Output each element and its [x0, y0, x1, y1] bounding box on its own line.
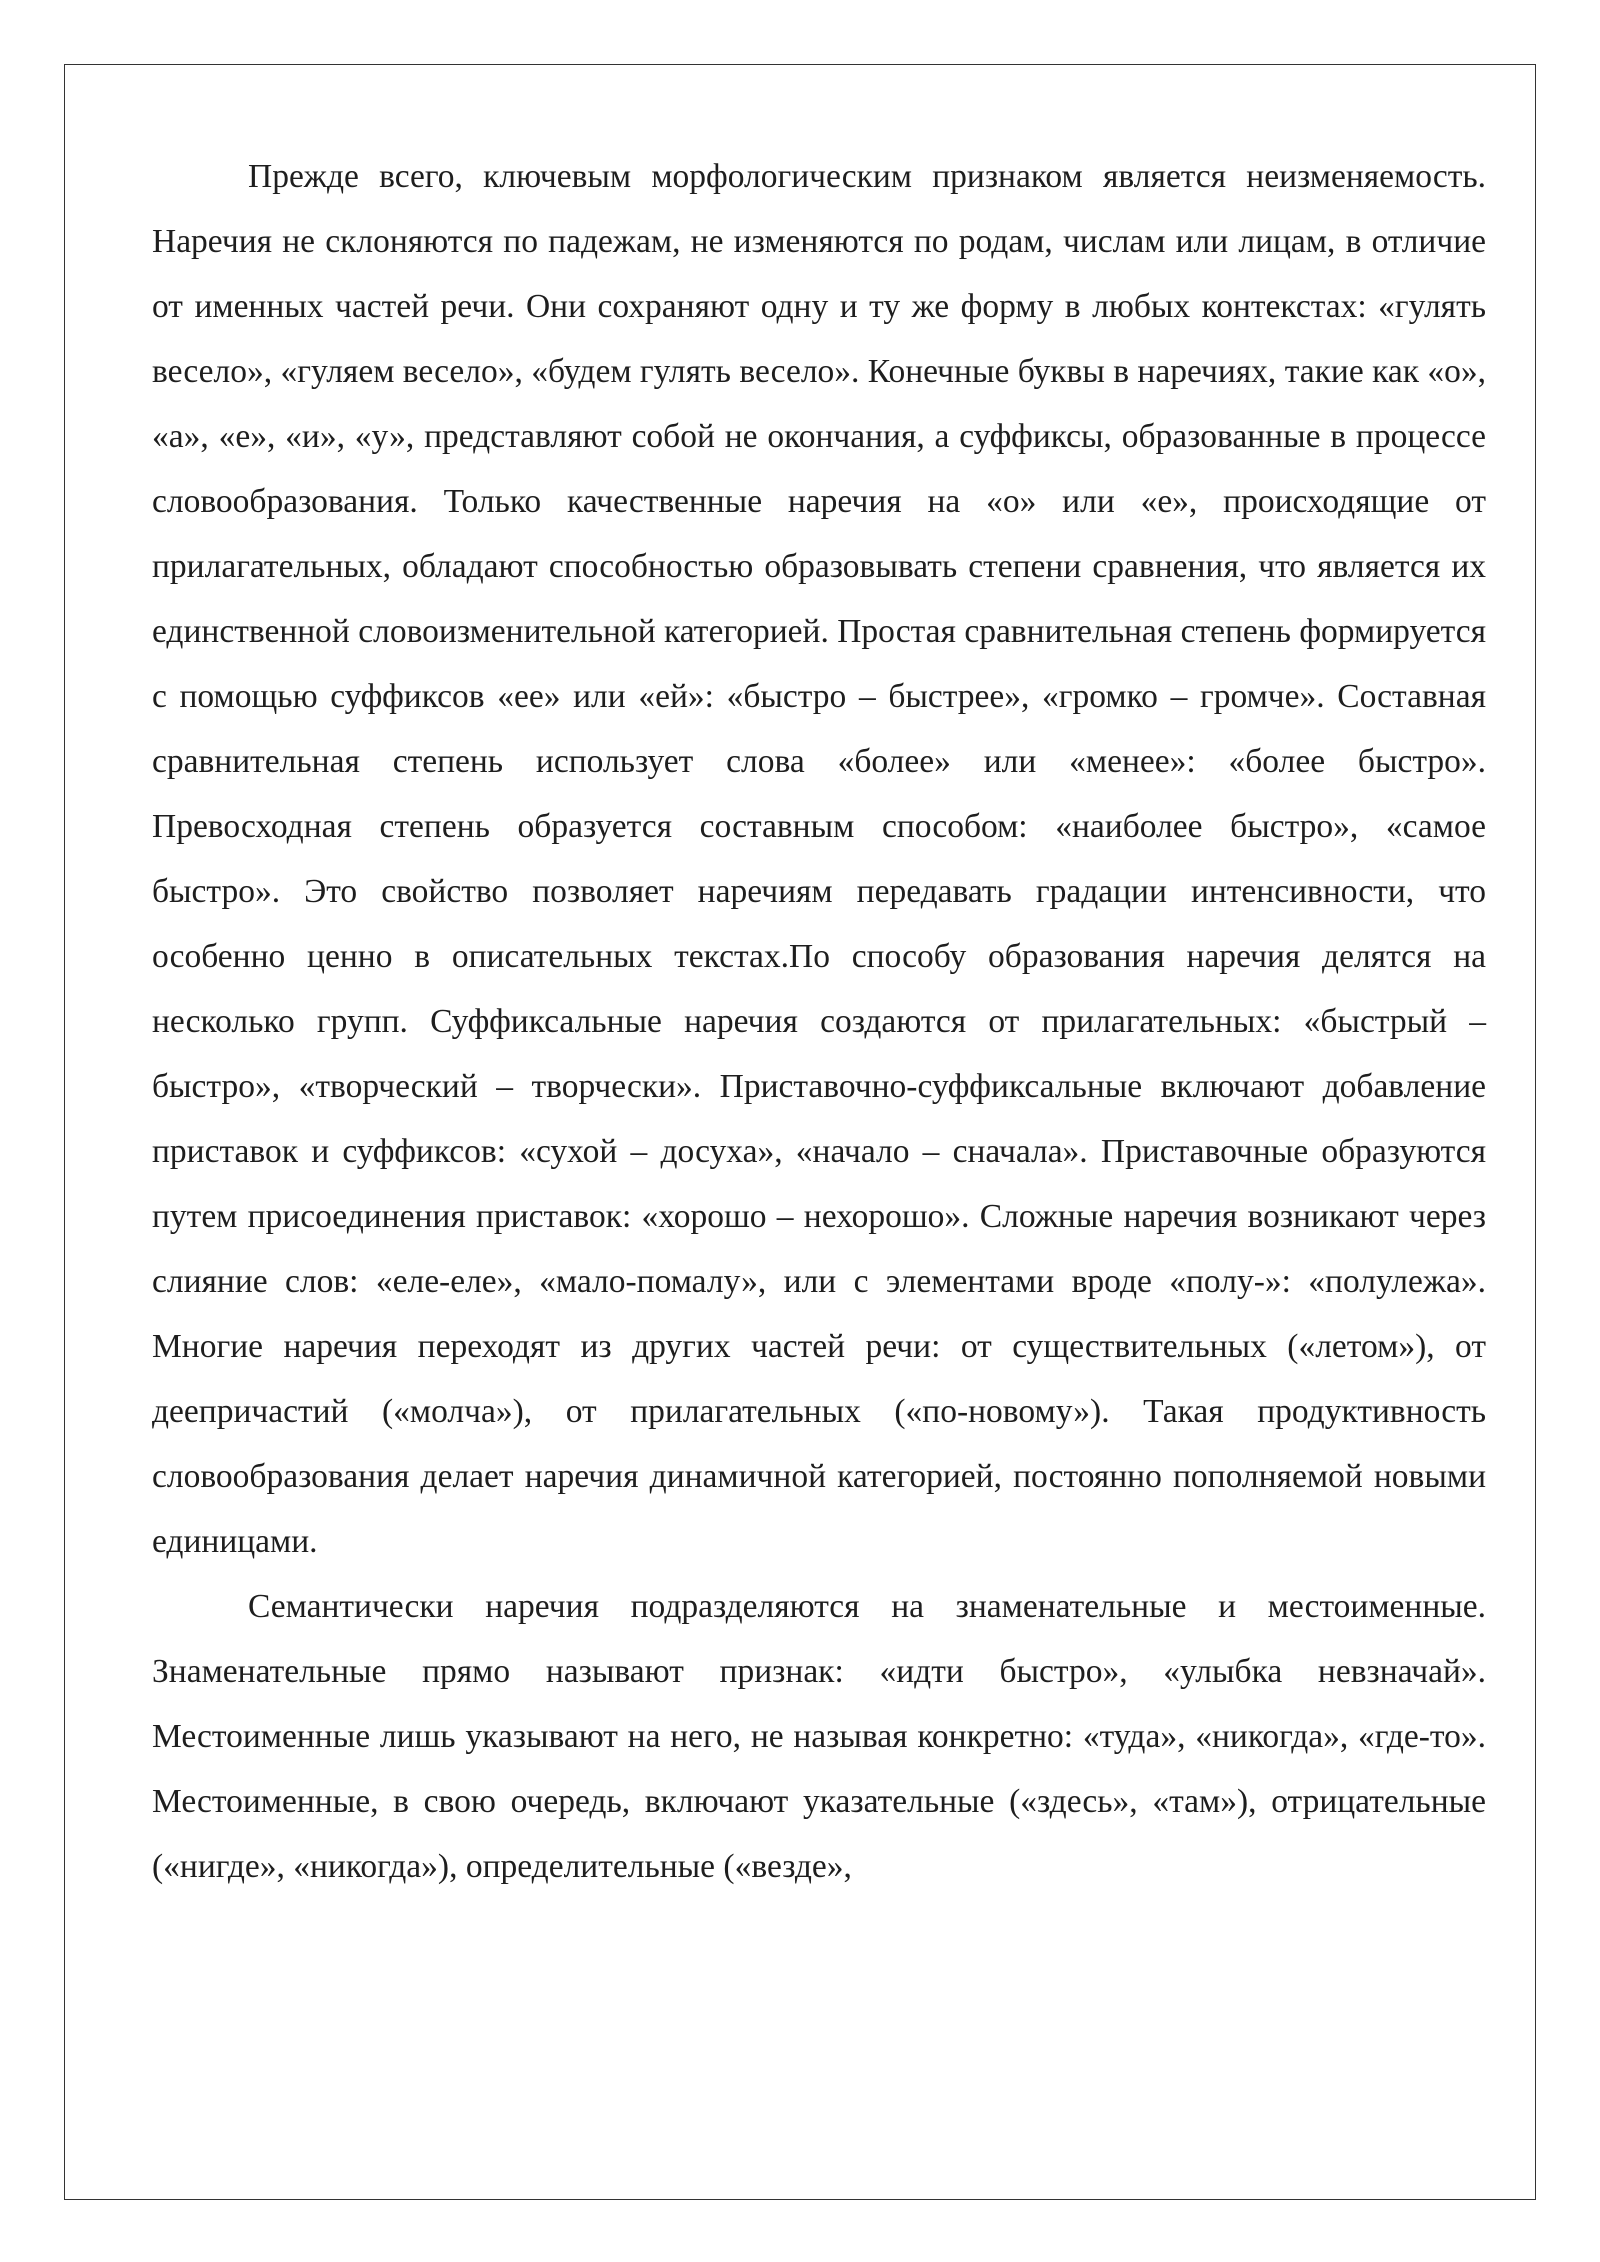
paragraph-morphology: Прежде всего, ключевым морфологическим признаком является неизменяемость. Наречия не склоняются по падежам, не изменяются по родам, числам или лицам, в отличие от именных частей речи. Они сохраняют одну и ту же форму в любых контекстах: «гулять весело», «гуляем весело», «будем гулять весело». Конечные буквы в наречиях, такие как «о», «а», «е», «и», «у», представляют собой не окончания, а суффиксы, образованные в процессе словообразования. Только качественные наречия на «о» или «е», происходящие от прилагательных, обладают способностью образовывать степени сравнения, что является их единственной словоизменительной категорией. Простая сравнительная степень формируется с помощью суффиксов «ее» или «ей»: «быстро – быстрее», «громко – громче». Составная сравнительная степень использует слова «более» или «менее»: «более быстро». Превосходная степень образуется составным способом: «наиболее быстро», «самое быстро». Это свойство позволяет наречиям передавать градации интенсивности, что особенно ценно в описательных текстах.По способу образования наречия делятся на несколько групп. Суффиксальные наречия создаются от прилагательных: «быстрый – быстро», «творческий – творчески». Приставочно-суффиксальные включают добавление приставок и суффиксов: «сухой – досуха», «начало – сначала». Приставочные образуются путем присоединения приставок: «хорошо – нехорошо». Сложные наречия возникают через слияние слов: «еле-еле», «мало-помалу», или с элементами вроде «полу-»: «полулежа». Многие наречия переходят из других частей речи: от существительных («летом»), от деепричастий («молча»), от прилагательных («по-новому»). Такая продуктивность словообразования делает наречия динамичной категорией, постоянно пополняемой новыми единицами.	[152, 158, 1486, 1560]
document-body	[152, 144, 1486, 1899]
paragraph-semantics: Семантически наречия подразделяются на знаменательные и местоименные. Знаменательные прямо называют признак: «идти быстро», «улыбка невзначай». Местоименные лишь указывают на него, не называя конкретно: «туда», «никогда», «где-то». Местоименные, в свою очередь, включают указательные («здесь», «там»), отрицательные («нигде», «никогда»), определительные («везде»,	[152, 1588, 1486, 1885]
